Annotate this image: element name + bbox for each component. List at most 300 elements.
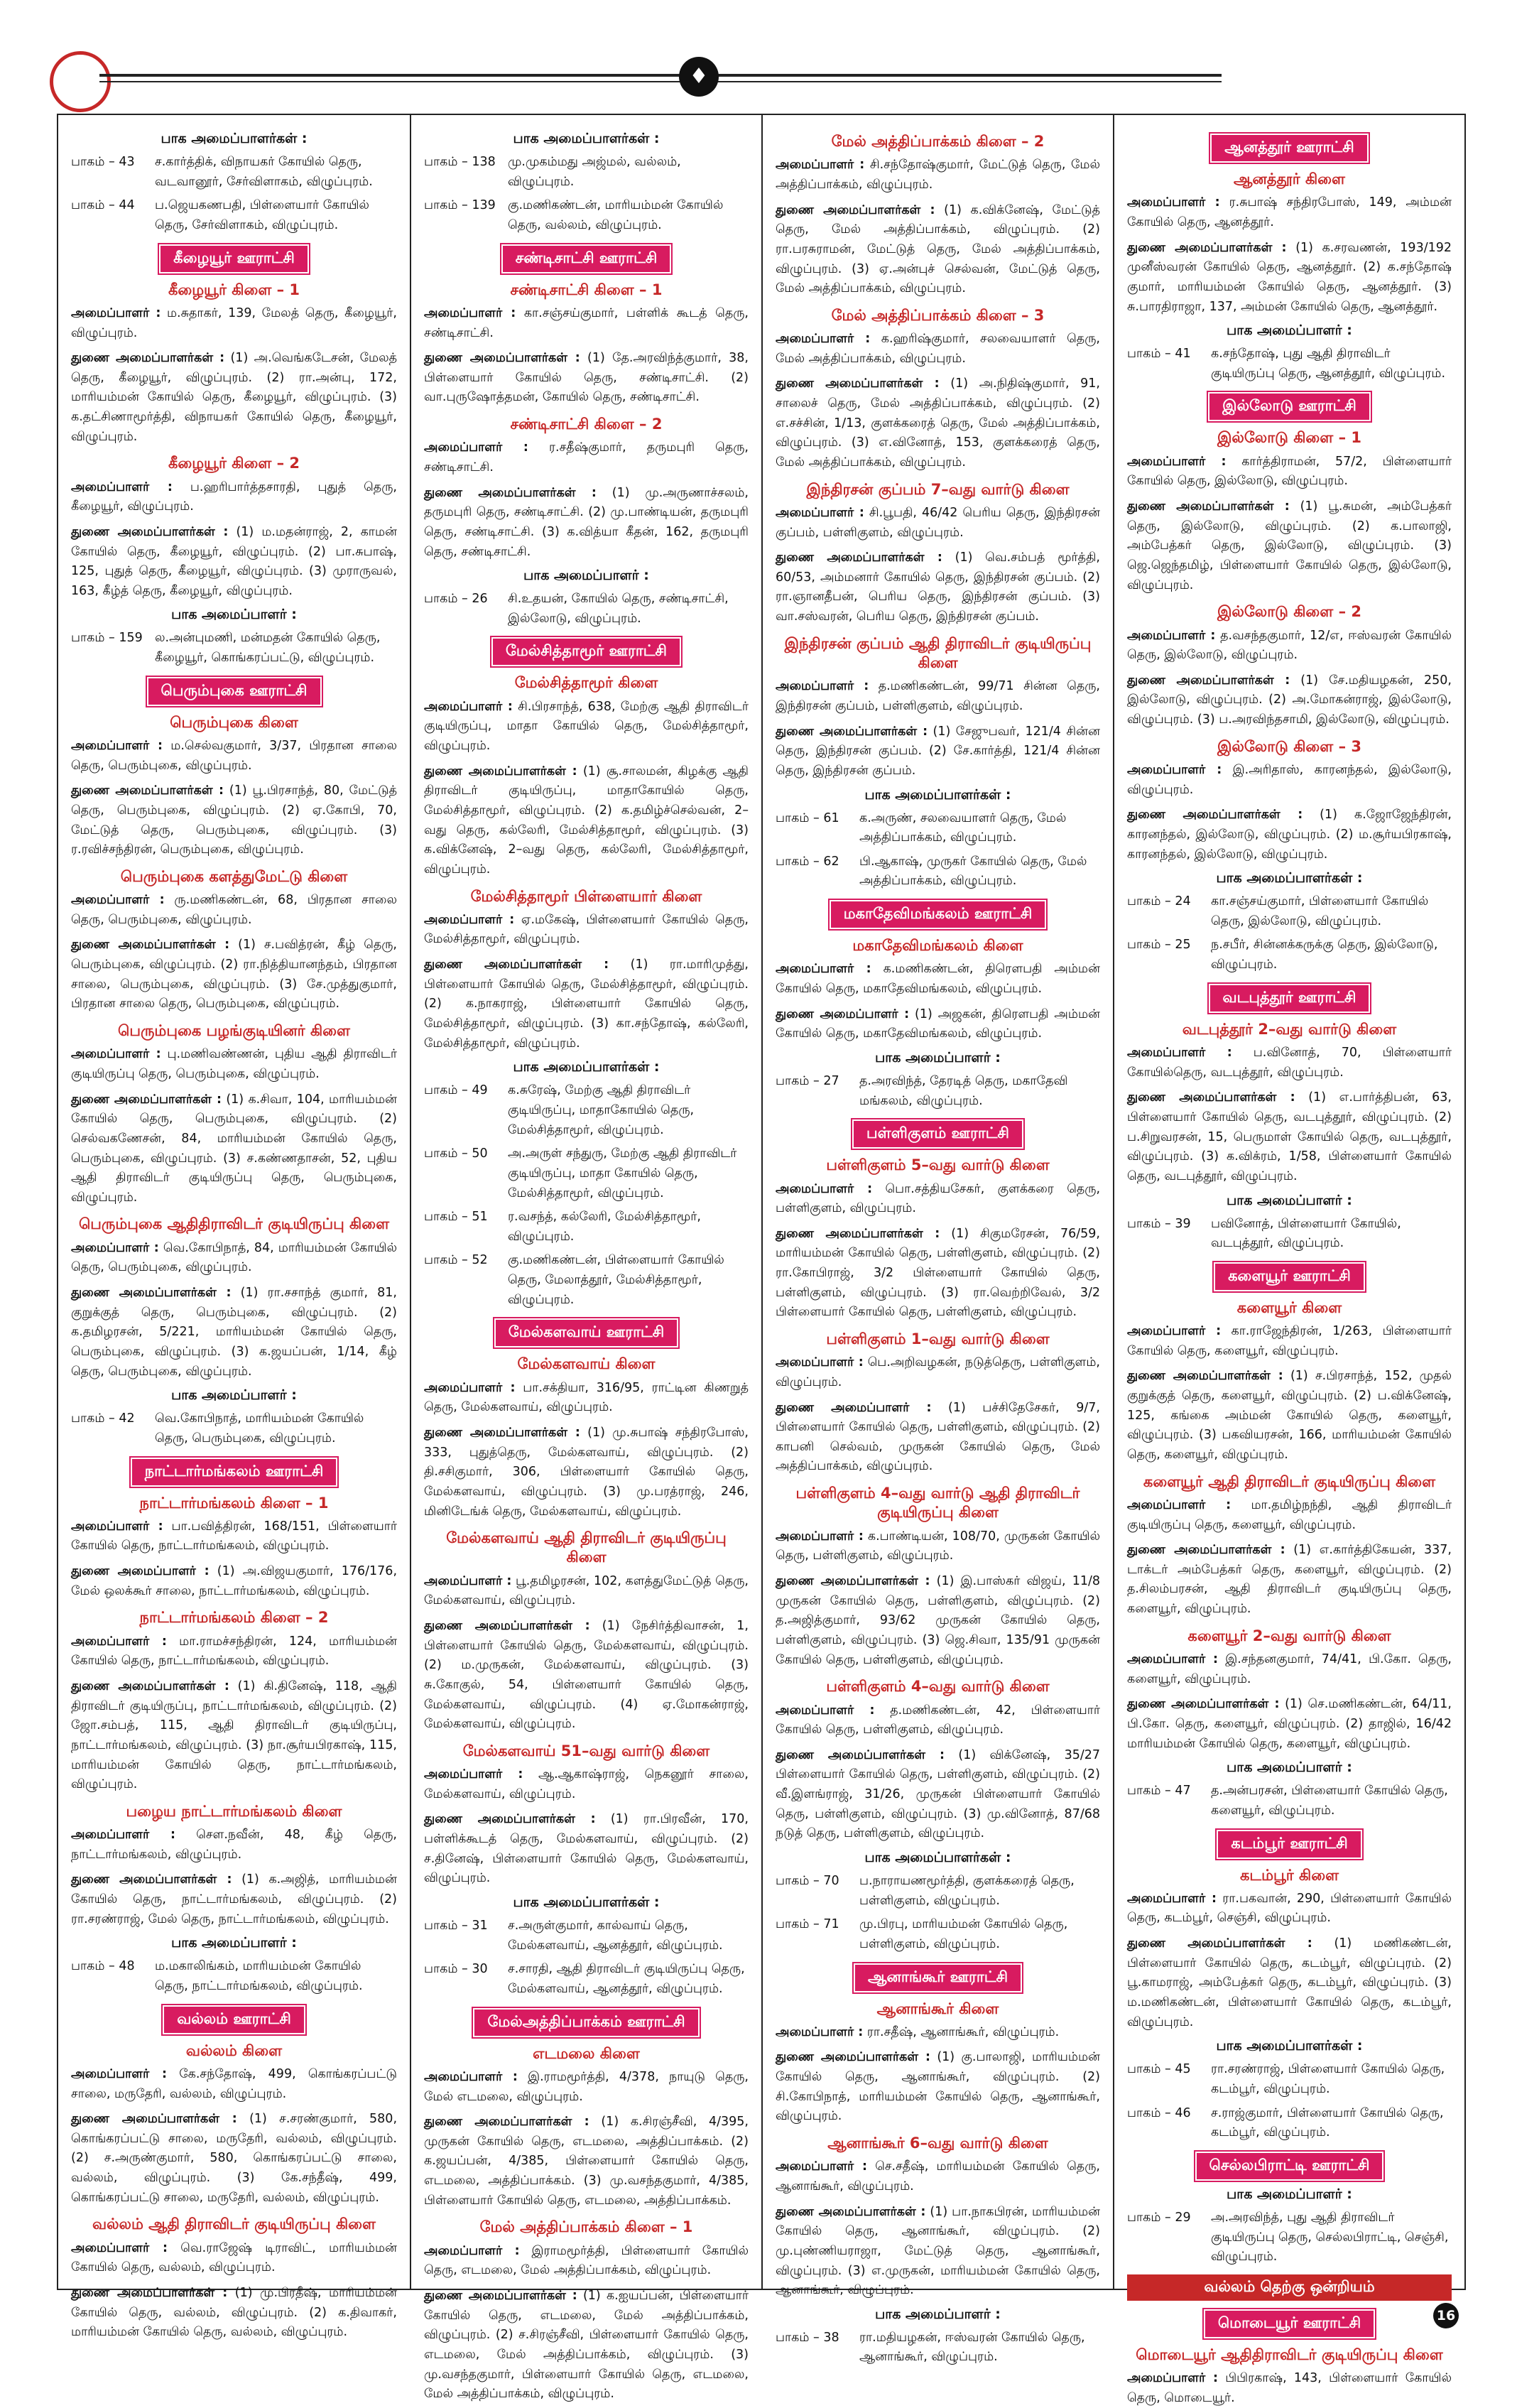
section-heading: பாக அமைப்பாளர் : xyxy=(1227,2186,1352,2202)
section-heading: பாக அமைப்பாளர் : xyxy=(1227,322,1352,339)
member-entry xyxy=(1127,239,1452,318)
branch-heading: மேல் அத்திப்பாக்கம் கிளை – 2 xyxy=(831,133,1045,150)
ward-details: கா.சஞ்சய்குமார், பிள்ளையார் கோயில் தெரு, இல்லோடு, விழுப்புரம். xyxy=(1211,894,1429,928)
branch-heading: சண்டிசாட்சி கிளை – 1 xyxy=(510,281,663,298)
branch-heading: இந்திரசன் குப்பம் ஆதி திராவிடர் குடியிருப்பு கிளை xyxy=(784,634,1092,671)
role-label: துணை அமைப்பாளர்கள் : xyxy=(424,764,577,779)
member-entry xyxy=(71,2110,397,2208)
role-label: அமைப்பாளர் : xyxy=(424,2069,518,2084)
branch-heading: களையூர் கிளை xyxy=(1236,1298,1342,1316)
ward-details: மு.பிரபு, மாரியம்மன் கோயில் தெரு, பள்ளிகுளம், விழுப்புரம். xyxy=(859,1917,1068,1951)
branch-heading: இந்திரசன் குப்பம் 7–வது வார்டு கிளை xyxy=(806,480,1070,498)
member-details: (1) க.அஜித், மாரியம்மன் கோயில் தெரு, நாட்டார்மங்கலம், விழுப்புரம். (2) ரா.சரண்ராஜ், மேல் தெரு, நாட்டார்மங்கலம், விழுப்புரம். xyxy=(71,1872,397,1926)
role-label: அமைப்பாளர் : xyxy=(776,2024,864,2039)
role-label: துணை அமைப்பாளர்கள் : xyxy=(1127,240,1287,255)
ward-entry xyxy=(1127,2104,1452,2143)
ward-entry xyxy=(1127,1781,1452,1821)
branch-heading: பெரும்புகை ஆதிதிராவிடர் குடியிருப்பு கிளை xyxy=(78,1215,390,1233)
member-entry xyxy=(1127,1496,1452,1535)
role-label: அமைப்பாளர் : xyxy=(776,962,871,977)
branch-heading: மகாதேவிமங்கலம் கிளை xyxy=(852,937,1023,955)
role-label: துணை அமைப்பாளர்கள் : xyxy=(1127,1936,1312,1951)
role-label: அமைப்பாளர் : xyxy=(71,479,173,494)
member-entry xyxy=(1127,2369,1452,2408)
section-heading: பாக அமைப்பாளர்கள் : xyxy=(864,1849,1011,1865)
member-details: க.மணிகண்டன், திரௌபதி அம்மன் கோயில் தெரு, மகாதேவிமங்கலம், விழுப்புரம். xyxy=(776,962,1100,996)
ward-details: வெ.கோபிநாத், மாரியம்மன் கோயில் தெரு, பெரும்புகை, விழுப்புரம். xyxy=(155,1411,364,1446)
member-entry xyxy=(424,698,749,756)
member-details: பு.மணிவண்ணன், புதிய ஆதி திராவிடர் குடியிருப்பு தெரு, பெரும்புகை, விழுப்புரம். xyxy=(71,1047,397,1081)
ward-number: பாகம் – 49 xyxy=(424,1083,488,1098)
ward-details: அ.அரவிந்த், புது ஆதி திராவிடர் குடியிருப்பு தெரு, செல்லபிராட்டி, செஞ்சி, விழுப்புரம். xyxy=(1211,2210,1449,2265)
column-2 xyxy=(410,115,761,2402)
member-details: ரா.பகவான், 290, பிள்ளையார் கோயில் தெரு, கடம்பூர், செஞ்சி, விழுப்புரம். xyxy=(1127,1891,1452,1926)
ward-details: ர.வசந்த், கல்லேரி, மேல்சித்தாமூர், விழுப்புரம். xyxy=(508,1210,701,1244)
column-3 xyxy=(761,115,1113,2365)
member-entry xyxy=(776,1180,1100,1219)
branch-heading: கீழையூர் கிளை – 1 xyxy=(168,281,300,298)
ward-number: பாகம் – 50 xyxy=(424,1146,488,1161)
role-label: அமைப்பாளர் : xyxy=(776,679,869,694)
role-label: துணை அமைப்பாளர்கள் : xyxy=(1127,1090,1295,1105)
member-details: த.வசந்தகுமார், 12/எ, ஈஸ்வரன் கோயில் தெரு, இல்லோடு, விழுப்புரம். xyxy=(1127,628,1452,663)
ward-number: பாகம் – 44 xyxy=(71,198,135,213)
member-entry xyxy=(424,1810,749,1889)
ward-entry xyxy=(1127,892,1452,931)
member-entry xyxy=(71,1517,397,1556)
member-entry xyxy=(776,1005,1100,1044)
ward-details: பவினோத், பிள்ளையார் கோயில், வடபுத்தூர், விழுப்புரம். xyxy=(1211,1216,1401,1251)
role-label: அமைப்பாளர் : xyxy=(1127,1046,1232,1061)
member-entry xyxy=(1127,806,1452,864)
member-details: வெ.ராஜேஷ் டிராவிட், மாரியம்மன் கோயில் தெரு, வல்லம், விழுப்புரம். xyxy=(71,2240,397,2275)
role-label: துணை அமைப்பாளர்கள் : xyxy=(424,2115,589,2130)
member-entry xyxy=(776,504,1100,543)
member-details: (1) ச.பிரசாந்த், 152, முதல் குறுக்குத் தெரு, களையூர், விழுப்புரம். (2) ப.விக்னேஷ், 125, கங்கை அம்மன் கோயில் தெரு, களையூர், விழுப்புரம். (3) பகவியரசன், 166, மாரியம்மன் கோயில் தெரு, களையூர், விழுப்புரம். xyxy=(1127,1369,1452,1462)
member-details: (1) க.சிவா, 104, மாரியம்மன் கோயில் தெரு, பெரும்புகை, விழுப்புரம். (2) செல்வகணேசன், 84, மாரியம்மன் கோயில் தெரு, பெரும்புகை, விழுப்புரம். (3) ச.கண்ணதாசன், 52, புதிய ஆதி திராவிடர் குடியிருப்பு தெரு, பெரும்புகை, விழுப்புரம். xyxy=(71,1092,397,1205)
role-label: துணை அமைப்பாளர்கள் : xyxy=(71,1678,229,1693)
ward-entry xyxy=(424,153,749,192)
member-entry xyxy=(424,2242,749,2281)
member-details: (1) மு.சுபாஷ் சந்திரபோஸ், 333, புதுத்தெரு, மேல்களவாய், விழுப்புரம். (2) தி.சசிகுமார், 306, பிள்ளையார் கோயில் தெரு, மேல்களவாய், விழுப்புரம். (3) மு.பரத்ராஜ், 246, மினிடேங்க் தெரு, மேல்களவாய், விழுப்புரம். xyxy=(424,1425,749,1519)
member-details: (1) பா.நாகபிரன், மாரியம்மன் கோயில் தெரு, ஆனாங்கூர், விழுப்புரம். (2) மு.புண்ணியராஜா, மேட்டுத் தெரு, ஆனாங்கூர், விழுப்புரம். (3) எ.முருகன், மாரியம்மன் கோயில் தெரு, ஆனாங்கூர், விழுப்புரம். xyxy=(776,2204,1100,2298)
panchayat-label: மேல்களவாய் ஊராட்சி xyxy=(494,1318,678,1347)
member-entry xyxy=(71,1284,397,1382)
member-entry xyxy=(776,2203,1100,2301)
ward-entry xyxy=(71,1409,397,1448)
role-label: துணை அமைப்பாளர்கள் : xyxy=(71,2285,228,2300)
role-label: அமைப்பாளர் : xyxy=(1127,1497,1231,1512)
ward-number: பாகம் – 159 xyxy=(71,631,143,646)
member-entry xyxy=(71,478,397,517)
role-label: துணை அமைப்பாளர்கள் : xyxy=(776,551,942,565)
role-label: துணை அமைப்பாளர்கள் : xyxy=(424,1425,580,1440)
member-details: ம.சுதாகர், 139, மேலத் தெரு, கீழையூர், விழுப்புரம். xyxy=(71,305,397,340)
role-label: துணை அமைப்பாளர்கள் : xyxy=(71,1286,232,1301)
role-label: துணை அமைப்பாளர்கள் : xyxy=(1127,673,1290,688)
panchayat-label: பள்ளிகுளம் ஊராட்சி xyxy=(852,1119,1023,1149)
branch-heading: கடம்பூர் கிளை xyxy=(1239,1866,1339,1884)
ward-entry xyxy=(776,852,1100,891)
member-details: ப.வினோத், 70, பிள்ளையார் கோயில்தெரு, வடபுத்தூர், விழுப்புரம். xyxy=(1127,1046,1452,1080)
section-heading: பாக அமைப்பாளர் : xyxy=(1227,1192,1352,1208)
member-entry xyxy=(1127,193,1452,232)
ward-details: ப.ஜெயகணபதி, பிள்ளையார் கோயில் தெரு, சேர்விளாகம், விழுப்புரம். xyxy=(155,198,369,232)
member-details: (1) க.ஜோஜேந்திரன், காரனந்தல், இல்லோடு, விழுப்புரம். (2) ம.சூர்யபிரகாஷ், காரனந்தல், இல்லோடு, விழுப்புரம். xyxy=(1127,808,1452,862)
branch-heading: பெரும்புகை களத்துமேட்டு கிளை xyxy=(120,867,348,885)
branch-heading: பெரும்புகை பழங்குடியினர் கிளை xyxy=(118,1022,350,1040)
member-entry xyxy=(776,960,1100,999)
member-entry xyxy=(776,374,1100,472)
role-label: துணை அமைப்பாளர் : xyxy=(776,1400,932,1415)
role-label: துணை அமைப்பாளர்கள் : xyxy=(776,2050,930,2065)
member-entry xyxy=(1127,761,1452,800)
role-label: அமைப்பாளர் : xyxy=(776,1529,864,1544)
role-label: அமைப்பாளர் : xyxy=(776,505,864,520)
ward-number: பாகம் – 46 xyxy=(1127,2105,1191,2120)
member-entry xyxy=(776,156,1100,195)
member-details: ரு.மணிகண்டன், 68, பிரதான சாலை தெரு, பெரும்புகை, விழுப்புரம். xyxy=(71,893,397,927)
member-details: (1) இ.பாஸ்கர் விஜய், 11/8 முருகன் கோயில் தெரு, பள்ளிகுளம், விழுப்புரம். (2) த.அஜித்குமார், 93/62 முருகன் கோயில் தெரு, பள்ளிகுளம், விழுப்புரம். (3) ஜெ.சிவா, 135/91 முருகன் கோயில் தெரு, பள்ளிகுளம், விழுப்புரம். xyxy=(776,1574,1101,1667)
member-details: இ.ராமமூர்த்தி, 4/378, நாயுடு தெரு, மேல் எடமலை, விழுப்புரம். xyxy=(424,2069,749,2104)
header-rule-thin xyxy=(99,81,1222,82)
role-label: துணை அமைப்பாளர்கள் : xyxy=(776,1747,945,1762)
role-label: அமைப்பாளர் : xyxy=(71,1240,159,1255)
ward-details: சி.உதயன், கோயில் தெரு, சண்டிசாட்சி, இல்லோடு, விழுப்புரம். xyxy=(508,592,729,626)
member-entry xyxy=(71,1239,397,1278)
branch-heading: இல்லோடு கிளை – 1 xyxy=(1217,429,1361,447)
member-entry xyxy=(776,1225,1100,1323)
member-entry xyxy=(424,484,749,563)
ward-number: பாகம் – 47 xyxy=(1127,1784,1191,1799)
section-heading: பாக அமைப்பாளர்கள் : xyxy=(513,1059,660,1075)
branch-heading: கீழையூர் கிளை – 2 xyxy=(168,455,300,472)
role-label: அமைப்பாளர் : xyxy=(71,739,163,754)
ward-number: பாகம் – 27 xyxy=(776,1073,839,1088)
column-4 xyxy=(1113,115,1464,2405)
member-entry xyxy=(1127,1889,1452,1929)
member-details: (1) க.சிரஞ்சீவி, 4/395, முருகன் கோயில் தெரு, எடமலை, அத்திப்பாக்கம். (2) க.ஜயப்பன், 4/385, பிள்ளையார் கோயில் தெரு, எடமலை, அத்திப்பாக்கம். (3) மு.வசந்தகுமார், 4/385, பிள்ளையார் கோயில் தெரு, எடமலை, அத்திப்பாக்கம். xyxy=(424,2115,749,2208)
member-entry xyxy=(71,1045,397,1084)
member-details: ப.ஹரிபார்த்தசாரதி, புதுத் தெரு, கீழையூர், விழுப்புரம். xyxy=(71,479,397,514)
role-label: துணை அமைப்பாளர்கள் : xyxy=(776,1226,940,1241)
member-entry xyxy=(71,1090,397,1208)
branch-heading: நாட்டார்மங்கலம் கிளை – 1 xyxy=(139,1494,329,1512)
role-label: அமைப்பாளர் : xyxy=(1127,628,1216,643)
member-details: மா.ராமச்சந்திரன், 124, மாரியம்மன் கோயில் தெரு, நாட்டார்மங்கலம், விழுப்புரம். xyxy=(71,1634,397,1669)
role-label: அமைப்பாளர் : xyxy=(424,1767,523,1782)
member-entry xyxy=(71,1632,397,1671)
ward-details: மு.முகம்மது அஜ்மல், வல்லம், விழுப்புரம். xyxy=(508,155,681,189)
ward-details: க.சுரேஷ், மேற்கு ஆதி திராவிடர் குடியிருப்பு, மாதாகோயில் தெரு, மேல்சித்தாமூர், விழுப்புரம். xyxy=(508,1083,695,1137)
branch-heading: பழைய நாட்டார்மங்கலம் கிளை xyxy=(126,1802,342,1820)
member-entry xyxy=(424,2287,749,2404)
role-label: அமைப்பாளர் : xyxy=(424,2243,520,2258)
ward-entry xyxy=(1127,1215,1452,1254)
role-label: அமைப்பாளர் : xyxy=(1127,2371,1218,2386)
ward-entry xyxy=(424,1916,749,1956)
ward-number: பாகம் – 71 xyxy=(776,1917,839,1932)
column-1 xyxy=(58,115,410,2340)
member-details: (1) ரா.சசாந்த் குமார், 81, குறுக்குத் தெரு, பெரும்புகை, விழுப்புரம். (2) க.தமிழரசன், 5/221, மாரியம்மன் கோயில் தெரு, பெரும்புகை, விழுப்புரம். (3) க.ஜயப்பன், 1/14, கீழ் தெரு, பெரும்புகை, விழுப்புரம். xyxy=(71,1286,397,1379)
ward-details: த.அரவிந்த், தேரடித் தெரு, மகாதேவி மங்கலம், விழுப்புரம். xyxy=(859,1073,1068,1108)
member-details: சி.பூபதி, 46/42 பெரிய தெரு, இந்திரசன் குப்பம், பள்ளிகுளம், விழுப்புரம். xyxy=(776,505,1100,540)
role-label: அமைப்பாளர் : xyxy=(424,1573,512,1588)
elephant-logo-icon: ♦ xyxy=(679,57,719,97)
ward-number: பாகம் – 52 xyxy=(424,1253,488,1268)
ward-entry xyxy=(776,1872,1100,1911)
branch-heading: களையூர் ஆதி திராவிடர் குடியிருப்பு கிளை xyxy=(1143,1473,1436,1490)
member-entry xyxy=(424,762,749,880)
member-details: ஏ.மகேஷ், பிள்ளையார் கோயில் தெரு, மேல்சித்தாமூர், விழுப்புரம். xyxy=(424,912,749,947)
ward-number: பாகம் – 43 xyxy=(71,155,135,169)
role-label: அமைப்பாளர் : xyxy=(1127,454,1227,469)
role-label: அமைப்பாளர் : xyxy=(424,305,516,320)
section-heading: பாக அமைப்பாளர்கள் : xyxy=(513,1894,660,1911)
member-details: (1) செ.மணிகண்டன், 64/11, பி.கோ. தெரு, களையூர், விழுப்புரம். (2) தாஜில், 16/42 மாரியம்மன் கோயில் தெரு, களையூர், விழுப்புரம். xyxy=(1127,1697,1452,1751)
ward-details: ச.கார்த்திக், விநாயகர் கோயில் தெரு, வடவானூர், சேர்விளாகம், விழுப்புரம். xyxy=(155,155,373,189)
role-label: துணை அமைப்பாளர்கள் : xyxy=(71,524,229,539)
role-label: துணை அமைப்பாளர்கள் : xyxy=(424,1812,596,1827)
branch-heading: வடபுத்தூர் 2–வது வார்டு கிளை xyxy=(1182,1020,1397,1038)
role-label: துணை அமைப்பாளர்கள் : xyxy=(1127,808,1303,823)
member-details: பெ.அறிவழகன், நடுத்தெரு, பள்ளிகுளம், விழுப்புரம். xyxy=(776,1355,1100,1389)
panchayat-label: மொடையூர் ஊராட்சி xyxy=(1204,2309,1375,2338)
branch-heading: ஆனத்தூர் கிளை xyxy=(1233,170,1346,188)
ward-entry xyxy=(1127,345,1452,384)
branch-heading: நாட்டார்மங்கலம் கிளை – 2 xyxy=(139,1609,329,1627)
member-entry xyxy=(776,722,1100,781)
ward-number: பாகம் – 61 xyxy=(776,810,839,825)
role-label: துணை அமைப்பாளர் : xyxy=(776,1007,910,1021)
member-entry xyxy=(776,548,1100,627)
role-label: அமைப்பாளர் : xyxy=(424,699,513,714)
branch-heading: எடமலை கிளை xyxy=(533,2044,640,2062)
ward-entry xyxy=(71,153,397,192)
member-details: பிபிரகாஷ், 143, பிள்ளையார் கோயில் தெரு, மொடையூர். xyxy=(1127,2371,1452,2405)
member-details: (1) கு.பாலாஜி, மாரியம்மன் கோயில் தெரு, ஆனாங்கூர், விழுப்புரம். (2) சி.கோபிநாத், மாரியம்மன் கோயில் தெரு, ஆனாங்கூர், விழுப்புரம். xyxy=(776,2050,1101,2124)
ward-number: பாகம் – 39 xyxy=(1127,1216,1191,1231)
member-details: ஆ.ஆகாஷ்ராஜ், நெகனூர் சாலை, மேல்களவாய், விழுப்புரம். xyxy=(424,1767,749,1801)
role-label: துணை அமைப்பாளர்கள் : xyxy=(71,2112,237,2127)
role-label: துணை அமைப்பாளர்கள் : xyxy=(776,1574,930,1588)
branch-heading: பள்ளிகுளம் 4–வது வார்டு கிளை xyxy=(826,1678,1050,1696)
member-details: (1) எ.பார்த்திபன், 63, பிள்ளையார் கோயில் தெரு, வடபுத்தூர், விழுப்புரம். (2) ப.சிறுவரசன், 15, பெருமாள் கோயில் தெரு, வடபுத்தூர், விழுப்புரம். (3) க.விக்ரம், 1/58, பிள்ளையார் கோயில் தெரு, வடபுத்தூர், விழுப்புரம். xyxy=(1127,1090,1452,1183)
branch-heading: மேல் அத்திப்பாக்கம் கிளை – 3 xyxy=(831,306,1045,324)
ward-details: ச.ராஜ்குமார், பிள்ளையார் கோயில் தெரு, கடம்பூர், விழுப்புரம். xyxy=(1211,2105,1444,2140)
member-details: பா.சக்தியா, 316/95, ராட்டின கிணறுத் தெரு, மேல்களவாய், விழுப்புரம். xyxy=(424,1380,749,1415)
member-entry xyxy=(1127,497,1452,595)
member-entry xyxy=(71,1870,397,1929)
branch-heading: வல்லம் ஆதி திராவிடர் குடியிருப்பு கிளை xyxy=(92,2216,376,2233)
member-entry xyxy=(71,781,397,860)
member-entry xyxy=(71,737,397,776)
role-label: அமைப்பாளர் : xyxy=(1127,1652,1219,1667)
member-details: (1) எ.கார்த்திகேயன், 337, டாக்டர் அம்பேத்கர் தெரு, களையூர், விழுப்புரம். (2) த.சிலம்பரசன், ஆதி திராவிடர் குடியிருப்பு தெரு, களையூர், விழுப்புரம். xyxy=(1127,1543,1452,1617)
member-details: (1) பூ.சுமன், அம்பேத்கர் தெரு, இல்லோடு, விழுப்புரம். (2) க.பாலாஜி, அம்பேத்கர் தெரு, இல்லோடு, விழுப்புரம். (3) ஜெ.ஜெந்தமிழ், பிள்ளையார் கோயில் தெரு, இல்லோடு, விழுப்புரம். xyxy=(1127,499,1452,592)
ward-details: ரா.மதியழகன், ஈஸ்வரன் கோயில் தெரு, ஆனாங்கூர், விழுப்புரம். xyxy=(859,2330,1085,2365)
member-details: க.பாண்டியன், 108/70, முருகன் கோயில் தெரு, பள்ளிகுளம், விழுப்புரம். xyxy=(776,1529,1100,1563)
member-entry xyxy=(71,349,397,447)
member-details: (1) அ.நிதிஷ்குமார், 91, சாலைச் தெரு, மேல் அத்திப்பாக்கம், விழுப்புரம். (2) எ.சச்சின், 1/13, குளக்கரைத் தெரு, மேல் அத்திப்பாக்கம், விழுப்புரம். (3) எ.வினோத், 153, குளக்கரைத் தெரு, மேல் அத்திப்பாக்கம், விழுப்புரம். xyxy=(776,376,1100,470)
role-label: துணை அமைப்பாளர்கள் : xyxy=(424,485,597,500)
member-details: (1) ச.சரண்குமார், 580, கொங்கரப்பட்டு சாலை, மருதேரி, வல்லம், விழுப்புரம். (2) ச.அருண்குமார், 580, கொங்கரப்பட்டு சாலை, வல்லம், விழுப்புரம். (3) கே.சந்தீஷ், 499, கொங்கரப்பட்டு சாலை, மருதேரி, வல்லம், விழுப்புரம். xyxy=(71,2112,398,2205)
ward-details: ரா.சரண்ராஜ், பிள்ளையார் கோயில் தெரு, கடம்பூர், விழுப்புரம். xyxy=(1211,2062,1445,2096)
ward-details: ந.சபீர், சின்னக்கருக்கு தெரு, இல்லோடு, விழுப்புரம். xyxy=(1211,938,1438,972)
panchayat-label: நாட்டார்மங்கலம் ஊராட்சி xyxy=(131,1458,338,1487)
branch-heading: மேல்களவாய் கிளை xyxy=(517,1355,656,1373)
member-details: (1) சே.மதியழகன், 250, இல்லோடு, விழுப்புரம். (2) அ.மோகன்ராஜ், இல்லோடு, விழுப்புரம். (3) ப.அரவிந்தசாமி, இல்லோடு, விழுப்புரம். xyxy=(1127,673,1452,727)
member-entry xyxy=(424,349,749,408)
member-details: ர.சதீஷ்குமார், தருமபுரி தெரு, சண்டிசாட்சி. xyxy=(424,440,749,474)
ward-number: பாகம் – 70 xyxy=(776,1873,839,1888)
member-entry xyxy=(776,677,1100,716)
role-label: அமைப்பாளர் : xyxy=(776,1703,875,1718)
member-details: த.மணிகண்டன், 99/71 சின்ன தெரு, இந்திரசன் குப்பம், பள்ளிகுளம், விழுப்புரம். xyxy=(776,679,1100,713)
member-entry xyxy=(71,1826,397,1865)
member-entry xyxy=(71,2239,397,2278)
member-entry xyxy=(424,2068,749,2107)
panchayat-label: செல்லபிராட்டி ஊராட்சி xyxy=(1195,2152,1384,2181)
member-entry xyxy=(424,911,749,950)
ward-number: பாகம் – 38 xyxy=(776,2330,839,2345)
member-entry xyxy=(1127,1934,1452,2032)
section-heading: பாக அமைப்பாளர்கள் : xyxy=(864,786,1011,803)
ward-entry xyxy=(776,1072,1100,1111)
member-details: (1) தே.அரவிந்த்குமார், 38, பிள்ளையார் கோயில் தெரு, சண்டிசாட்சி. (2) வா.புருஷோத்தமன், கோயில் தெரு, சண்டிசாட்சி. xyxy=(424,351,749,405)
member-details: இ.சந்தனகுமார், 74/41, பி.கோ. தெரு, களையூர், விழுப்புரம். xyxy=(1127,1652,1452,1686)
branch-heading: மேல்களவாய் 51–வது வார்டு கிளை xyxy=(462,1742,710,1759)
role-label: அமைப்பாளர் : xyxy=(1127,1891,1217,1906)
branch-heading: இல்லோடு கிளை – 3 xyxy=(1217,737,1361,755)
member-entry xyxy=(424,304,749,343)
member-details: பொ.சத்தியசேகர், குளக்கரை தெரு, பள்ளிகுளம், விழுப்புரம். xyxy=(776,1181,1101,1216)
ward-number: பாகம் – 31 xyxy=(424,1919,488,1934)
member-entry xyxy=(776,1353,1100,1392)
member-details: (1) நேசிர்த்திவாசன், 1, பிள்ளையார் கோயில் தெரு, மேல்களவாய், விழுப்புரம். (2) ம.முருகன், மேல்களவாய், விழுப்புரம். (3) சு.கோகுல், 54, பிள்ளையார் கோயில் தெரு, மேல்களவாய், விழுப்புரம். (4) ஏ.மோகன்ராஜ், மேல்களவாய், விழுப்புரம். xyxy=(424,1619,749,1732)
member-entry xyxy=(1127,627,1452,666)
member-entry xyxy=(1127,1695,1452,1754)
member-entry xyxy=(424,1617,749,1735)
member-entry xyxy=(776,1746,1100,1844)
ward-number: பாகம் – 30 xyxy=(424,1962,488,1977)
member-entry xyxy=(424,438,749,477)
member-details: பூ.தமிழரசன், 102, களத்துமேட்டுத் தெரு, மேல்களவாய், விழுப்புரம். xyxy=(424,1573,749,1608)
role-label: அமைப்பாளர் : xyxy=(71,1047,161,1062)
role-label: துணை அமைப்பாளர்கள் : xyxy=(1127,499,1290,514)
member-details: (1) ரா.மாரிமுத்து, பிள்ளையார் கோயில் தெரு, மேல்சித்தாமூர், விழுப்புரம். (2) க.நாகராஜ், பிள்ளையார் கோயில் தெரு, மேல்சித்தாமூர், விழுப்புரம். (3) கா.சந்தோஷ், கல்லேரி, மேல்சித்தாமூர், விழுப்புரம். xyxy=(424,958,749,1051)
panchayat-label: ஆனாங்கூர் ஊராட்சி xyxy=(854,1963,1022,1992)
role-label: துணை அமைப்பாளர்கள் : xyxy=(424,1619,590,1634)
role-label: துணை அமைப்பாளர்கள் : xyxy=(424,351,580,366)
branch-heading: ஆனாங்கூர் கிளை xyxy=(876,2000,999,2017)
member-entry xyxy=(424,1423,749,1522)
section-heading: பாக அமைப்பாளர் : xyxy=(1227,1759,1352,1776)
member-entry xyxy=(776,1527,1100,1566)
role-label: அமைப்பாளர் : xyxy=(71,305,161,320)
member-details: பா.பவித்திரன், 168/151, பிள்ளையார் கோயில் தெரு, நாட்டார்மங்கலம், விழுப்புரம். xyxy=(71,1519,397,1553)
ward-entry xyxy=(424,1144,749,1203)
member-details: கா.ராஜேந்திரன், 1/263, பிள்ளையார் கோயில் தெரு, களையூர், விழுப்புரம். xyxy=(1127,1324,1452,1358)
ward-details: க.அருண், சலவையாளர் தெரு, மேல் அத்திப்பாக்கம், விழுப்புரம். xyxy=(859,810,1067,845)
member-details: (1) க.சரவணன், 193/192 முனீஸ்வரன் கோயில் தெரு, ஆனத்தூர். (2) க.சந்தோஷ் குமார், மாரியம்மன் கோயில் தெரு, ஆனத்தூர். (3) சு.பாரதிராஜா, 137, அம்மன் கோயில் தெரு, ஆனத்தூர். xyxy=(1127,240,1452,314)
member-entry xyxy=(1127,452,1452,492)
role-label: அமைப்பாளர் : xyxy=(1127,1324,1222,1339)
role-label: அமைப்பாளர் : xyxy=(424,912,515,927)
panchayat-label: பெரும்புகை ஊராட்சி xyxy=(147,677,322,706)
member-entry xyxy=(1127,1088,1452,1186)
role-label: துணை அமைப்பாளர்கள் : xyxy=(776,2204,926,2219)
role-label: அமைப்பாளர் : xyxy=(71,2240,168,2255)
role-label: துணை அமைப்பாளர்கள் : xyxy=(71,938,230,953)
ward-entry xyxy=(71,1957,397,1996)
ward-entry xyxy=(424,1960,749,1999)
panchayat-label: கீழையூர் ஊராட்சி xyxy=(159,244,309,273)
ward-details: ச.சாரதி, ஆதி திராவிடர் குடியிருப்பு தெரு, மேல்களவாய், ஆனத்தூர், விழுப்புரம். xyxy=(508,1962,745,1996)
ward-entry xyxy=(424,1251,749,1310)
member-details: வெ.கோபிநாத், 84, மாரியம்மன் கோயில் தெரு, பெரும்புகை, விழுப்புரம். xyxy=(71,1240,397,1275)
ward-number: பாகம் – 41 xyxy=(1127,347,1191,362)
role-label: துணை அமைப்பாளர்கள் : xyxy=(776,376,940,391)
panchayat-label: மேல்சித்தாமூர் ஊராட்சி xyxy=(491,637,681,666)
member-details: செ.சதீஷ், மாரியம்மன் கோயில் தெரு, ஆனாங்கூர், விழுப்புரம். xyxy=(776,2159,1100,2193)
role-label: அமைப்பாளர் : xyxy=(776,158,865,173)
member-entry xyxy=(71,523,397,602)
ward-entry xyxy=(776,2328,1100,2368)
ward-number: பாகம் – 24 xyxy=(1127,894,1191,909)
ward-details: பி.ஆகாஷ், முருகர் கோயில் தெரு, மேல் அத்திப்பாக்கம், விழுப்புரம். xyxy=(859,854,1087,889)
panchayat-label: மேல்அத்திப்பாக்கம் ஊராட்சி xyxy=(473,2008,699,2037)
member-entry xyxy=(1127,1322,1452,1361)
role-label: துணை அமைப்பாளர்கள் : xyxy=(71,783,224,798)
role-label: துணை அமைப்பாளர்கள் : xyxy=(71,351,225,366)
section-heading: பாக அமைப்பாளர் : xyxy=(171,607,297,623)
member-details: (1) ரா.பிரவீன், 170, பள்ளிக்கூடத் தெரு, மேல்களவாய், விழுப்புரம். (2) ச.தினேஷ், பிள்ளையார் கோயில் தெரு, மேல்களவாய், விழுப்புரம். xyxy=(424,1812,749,1886)
section-heading: பாக அமைப்பாளர்கள் : xyxy=(161,131,308,146)
member-details: க.ஹரிஷ்குமார், சலவையாளர் தெரு, மேல் அத்திப்பாக்கம், விழுப்புரம். xyxy=(776,332,1100,366)
role-label: அமைப்பாளர் : xyxy=(1127,195,1220,210)
panchayat-label: வல்லம் ஊராட்சி xyxy=(163,2005,305,2034)
columns-frame xyxy=(57,114,1466,2405)
role-label: அமைப்பாளர் : xyxy=(776,2159,867,2174)
ward-entry xyxy=(1127,2208,1452,2267)
member-details: கார்த்திராமன், 57/2, பிள்ளையார் கோயில் தெரு, இல்லோடு, விழுப்புரம். xyxy=(1127,454,1452,489)
ward-entry xyxy=(424,1081,749,1140)
branch-heading: பெரும்புகை கிளை xyxy=(170,713,298,731)
ward-entry xyxy=(776,809,1100,848)
member-entry xyxy=(424,1572,749,1611)
member-details: (1) மு.அருணாச்சலம், தருமபுரி தெரு, சண்டிசாட்சி. (2) மு.பாண்டியன், தருமபுரி தெரு, சண்டிசாட்சி. (3) க.வித்யா கீதன், 162, தருமபுரி தெரு, சண்டிசாட்சி. xyxy=(424,485,749,559)
member-entry xyxy=(71,935,397,1014)
member-details: (1) வெ.சம்பத் மூர்த்தி, 60/53, அம்மனார் கோயில் தெரு, இந்திரசன் குப்பம். (2) ரா.ஞானதீபன், பெரிய தெரு, இந்திரசன் குப்பம். (3) வா.சஸ்வரன், பெரிய தெரு, இந்திரசன் குப்பம். xyxy=(776,551,1100,624)
section-heading: பாக அமைப்பாளர்கள் : xyxy=(1216,2038,1363,2054)
ward-details: ப.நாராயணமூர்த்தி, குளக்கரைத் தெரு, பள்ளிகுளம், விழுப்புரம். xyxy=(859,1873,1075,1908)
member-details: (1) ச.பவித்ரன், கீழ் தெரு, பெரும்புகை, விழுப்புரம். (2) ரா.நித்தியானந்தம், பிரதான சாலை, பெரும்புகை, விழுப்புரம். (3) சே.முத்துகுமார், பிரதான சாலை தெரு, பெரும்புகை, விழுப்புரம். xyxy=(71,938,397,1012)
member-entry xyxy=(776,1399,1100,1477)
role-label: துணை அமைப்பாளர்கள் : xyxy=(71,1872,232,1887)
role-label: துணை அமைப்பாளர்கள் : xyxy=(1127,1697,1280,1712)
member-details: (1) விக்னேஷ், 35/27 பிள்ளையார் கோயில் தெரு, பள்ளிகுளம், விழுப்புரம். (2) வீ.இளங்ராஜ், 31/26, முருகன் பிள்ளையார் கோயில் தெரு, பள்ளிகுளம், விழுப்புரம். (3) மு.வினோத், 87/68 நடுத் தெரு, பள்ளிகுளம், விழுப்புரம். xyxy=(776,1747,1100,1841)
ward-details: கு.மணிகண்டன், மாரியம்மன் கோயில் தெரு, வல்லம், விழுப்புரம். xyxy=(508,198,724,232)
ward-entry xyxy=(71,196,397,235)
section-heading: பாக அமைப்பாளர் : xyxy=(523,568,649,584)
member-entry xyxy=(1127,1650,1452,1689)
ward-entry xyxy=(424,1208,749,1247)
member-entry xyxy=(424,2113,749,2211)
branch-heading: மொடையூர் ஆதிதிராவிடர் குடியிருப்பு கிளை xyxy=(1136,2345,1443,2363)
section-heading: பாக அமைப்பாளர் : xyxy=(171,1935,297,1951)
member-details: (1) சூ.சாலமன், கிழக்கு ஆதி திராவிடர் குடியிருப்பு, மாதாகோயில் தெரு, மேல்சித்தாமூர், விழுப்புரம். (2) க.தமிழ்ச்செல்வன், 2–வது தெரு, கல்லேரி, மேல்சித்தாமூர், விழுப்புரம். (3) க.விக்னேஷ், 2–வது தெரு, கல்லேரி, மேல்சித்தாமூர், விழுப்புரம். xyxy=(424,764,749,877)
